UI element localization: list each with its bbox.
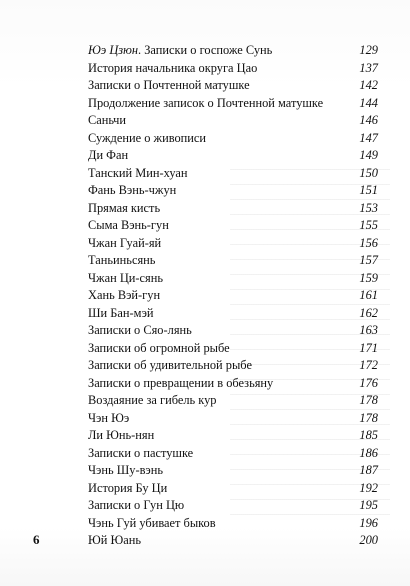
toc-entry [88, 392, 378, 410]
toc-entry-title: Записки о Сяо-лянь [88, 323, 192, 337]
toc-entry [88, 130, 378, 148]
toc-entry [88, 42, 378, 60]
toc-entry-title-text: . Записки о госпоже Сунь [138, 43, 273, 57]
toc-entry [88, 217, 378, 235]
toc-entry [88, 515, 378, 533]
toc-entry-title: Саньчи [88, 113, 126, 127]
table-of-contents [88, 42, 378, 550]
toc-entry [88, 462, 378, 480]
toc-entry-page-number: 159 [359, 270, 378, 285]
toc-entry-page-number: 144 [359, 95, 378, 110]
toc-entry [88, 375, 378, 393]
toc-entry-page-number: 156 [359, 235, 378, 250]
toc-entry-page-number: 185 [359, 428, 378, 442]
toc-entry [88, 322, 378, 340]
toc-entry [88, 497, 378, 515]
toc-entry-title: Хань Вэй-гун [88, 288, 161, 302]
toc-entry-page-number: 163 [359, 323, 378, 337]
toc-entry-page-number: 196 [359, 515, 378, 530]
toc-entry-page-number: 162 [359, 305, 378, 320]
toc-entry-title: Записки о пастушке [88, 445, 194, 460]
toc-entry-page-number: 178 [359, 393, 378, 407]
toc-entry [88, 112, 378, 130]
toc-entry [88, 235, 378, 253]
toc-entry-title: Ди Фан [88, 148, 129, 162]
toc-entry-title: Чжан Гуай-яй [88, 235, 162, 250]
toc-entry-title: Записки о превращении в обезьяну [88, 375, 274, 390]
toc-entry-title [88, 42, 328, 60]
toc-entry-page-number: 176 [359, 375, 378, 390]
toc-entry [88, 182, 378, 200]
toc-entry-page-number: 186 [359, 445, 378, 460]
toc-entry-title: Юй Юань [88, 533, 141, 547]
toc-entry [88, 60, 378, 78]
page-number: 6 [33, 532, 40, 547]
toc-entry-page-number: 137 [359, 60, 378, 75]
toc-entry-author: Юэ Цзюн [88, 43, 139, 57]
toc-entry [88, 270, 378, 288]
toc-entry-title: Фань Вэнь-чжун [88, 183, 177, 197]
toc-entry-title: Сыма Вэнь-гун [88, 218, 169, 232]
toc-entry-title: История Бу Ци [88, 480, 168, 495]
toc-entry-page-number: 178 [359, 410, 378, 425]
toc-entry [88, 357, 378, 375]
toc-entry-title: Записки об удивительной рыбе [88, 358, 252, 372]
toc-entry [88, 445, 378, 463]
toc-entry-page-number: 157 [359, 253, 378, 267]
toc-entry [88, 95, 378, 113]
toc-entry-title: Записки о Гун Цю [88, 498, 185, 512]
toc-entry-page-number: 187 [359, 463, 378, 477]
toc-entry-title: Танский Мин-хуан [88, 165, 188, 180]
toc-entry-page-number: 200 [359, 533, 378, 547]
toc-entry [88, 532, 378, 550]
toc-entry [88, 287, 378, 305]
toc-entry-page-number: 147 [359, 130, 378, 145]
toc-entry-page-number: 151 [359, 183, 378, 197]
toc-entry-page-number: 142 [359, 78, 378, 92]
toc-entry-title: Ли Юнь-нян [88, 428, 155, 442]
toc-entry-page-number: 149 [359, 148, 378, 162]
toc-entry [88, 480, 378, 498]
toc-entry [88, 147, 378, 165]
toc-entry-title: Записки о Почтенной матушке [88, 78, 250, 92]
toc-entry-page-number: 153 [359, 200, 378, 215]
toc-entry [88, 410, 378, 428]
toc-entry-title: Чжан Ци-сянь [88, 270, 164, 285]
toc-entry [88, 340, 378, 358]
toc-entry-page-number: 171 [359, 340, 378, 355]
toc-entry-title: История начальника округа Цао [88, 60, 258, 75]
toc-entry-title: Воздаяние за гибель кур [88, 393, 217, 407]
toc-entry-title: Ши Бан-мэй [88, 305, 154, 320]
toc-entry-title: Продолжение записок о Почтенной матушке [88, 95, 324, 110]
toc-entry-page-number: 195 [359, 498, 378, 512]
toc-entry-title: Записки об огромной рыбе [88, 340, 230, 355]
toc-entry-page-number: 161 [359, 288, 378, 302]
toc-entry-title: Прямая кисть [88, 200, 161, 215]
toc-entry-page-number: 146 [359, 113, 378, 127]
toc-entry-page-number: 155 [359, 218, 378, 232]
toc-entry [88, 165, 378, 183]
toc-entry-page-number: 172 [359, 358, 378, 372]
toc-entry [88, 77, 378, 95]
toc-entry [88, 200, 378, 218]
toc-entry-title: Чэн Юэ [88, 410, 130, 425]
toc-entry [88, 427, 378, 445]
toc-entry-title: Чэнь Гуй убивает быков [88, 515, 216, 530]
toc-entry [88, 252, 378, 270]
toc-entry-page-number: 192 [359, 480, 378, 495]
toc-entry [88, 305, 378, 323]
toc-entry-page-number: 129 [359, 43, 378, 57]
toc-entry-title: Суждение о живописи [88, 130, 207, 145]
toc-entry-title: Таньиньсянь [88, 253, 156, 267]
toc-entry-page-number: 150 [359, 165, 378, 180]
toc-entry-title: Чэнь Шу-вэнь [88, 463, 164, 477]
